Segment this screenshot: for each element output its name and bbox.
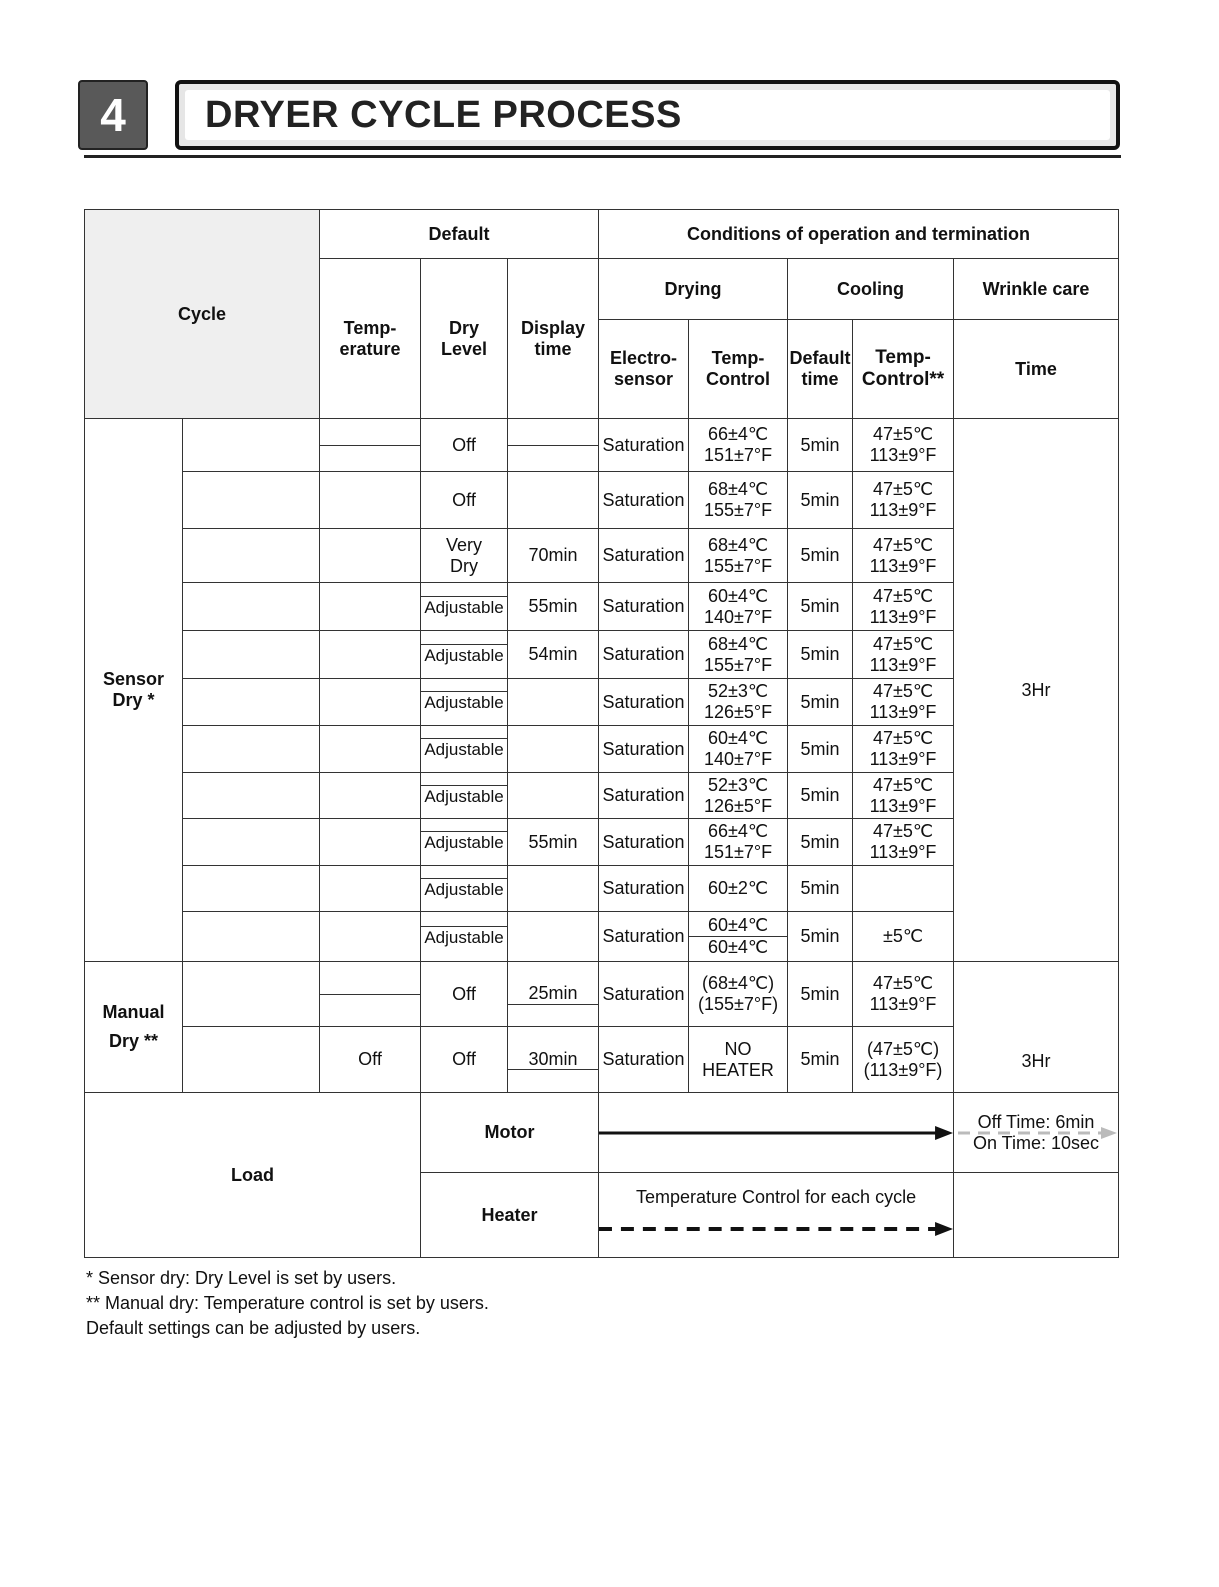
drying-temp-cell: 66±4℃ 151±7°F bbox=[689, 419, 788, 472]
cooling-temp-cell: 47±5℃ 113±9°F bbox=[853, 583, 954, 631]
display-time-cell: 30min bbox=[508, 1027, 599, 1093]
drying-temp-cell: 68±4℃ 155±7°F bbox=[689, 529, 788, 583]
electro-sensor-cell: Saturation bbox=[599, 472, 689, 529]
heater-note: Temperature Control for each cycle bbox=[635, 1187, 917, 1207]
drying-temp-cell: 60±4℃ 140±7°F bbox=[689, 726, 788, 773]
header-temperature: Temp- erature bbox=[320, 259, 421, 419]
section-number: 4 bbox=[78, 80, 148, 150]
dry-level-cell: Off bbox=[421, 1027, 508, 1093]
temperature-cell bbox=[320, 529, 421, 583]
cycle-name-cell bbox=[183, 1027, 320, 1093]
temperature-cell bbox=[320, 726, 421, 773]
cooling-temp-cell: 47±5℃ 113±9°F bbox=[853, 679, 954, 726]
electro-sensor-cell: Saturation bbox=[599, 583, 689, 631]
dry-level-cell: Adjustable bbox=[421, 866, 508, 912]
footnote-sensor: * Sensor dry: Dry Level is set by users. bbox=[86, 1268, 397, 1288]
footnotes bbox=[86, 1266, 489, 1341]
cooling-temp-cell: ±5℃ bbox=[853, 912, 954, 962]
cooling-temp-cell: 47±5℃ 113±9°F bbox=[853, 962, 954, 1027]
motor-wrinkle-cycle bbox=[954, 1093, 1119, 1173]
electro-sensor-cell: Saturation bbox=[599, 529, 689, 583]
drying-temp-cell: 60±2℃ bbox=[689, 866, 788, 912]
temperature-cell bbox=[320, 631, 421, 679]
display-time-cell bbox=[508, 419, 599, 472]
cycle-name-cell bbox=[183, 773, 320, 819]
temperature-cell bbox=[320, 773, 421, 819]
dry-level-cell: Off bbox=[421, 472, 508, 529]
temperature-cell bbox=[320, 472, 421, 529]
dry-level-cell: Adjustable bbox=[421, 912, 508, 962]
section-rule bbox=[84, 155, 1121, 158]
header-electro-sensor: Electro- sensor bbox=[599, 320, 689, 419]
header-cooling-temp-control: Temp- Control** bbox=[853, 320, 954, 419]
header-cycle: Cycle bbox=[85, 210, 320, 419]
dry-level-cell: Off bbox=[421, 962, 508, 1027]
electro-sensor-cell: Saturation bbox=[599, 819, 689, 866]
drying-temp-cell: 68±4℃ 155±7°F bbox=[689, 472, 788, 529]
cycle-name-cell bbox=[183, 962, 320, 1027]
cooling-temp-cell: 47±5℃ 113±9°F bbox=[853, 726, 954, 773]
header-wrinkle-care: Wrinkle care bbox=[954, 259, 1119, 320]
cooling-temp-cell: 47±5℃ 113±9°F bbox=[853, 529, 954, 583]
cooling-time-cell: 5min bbox=[788, 912, 853, 962]
electro-sensor-cell: Saturation bbox=[599, 679, 689, 726]
temperature-cell bbox=[320, 819, 421, 866]
group-manual-dry: Manual Dry ** bbox=[85, 962, 183, 1093]
temperature-cell: Off bbox=[320, 1027, 421, 1093]
off-time-label: Off Time: 6min bbox=[977, 1111, 1095, 1132]
display-time-cell bbox=[508, 912, 599, 962]
section-title-box bbox=[175, 80, 1120, 150]
on-time-label: On Time: 10sec bbox=[972, 1132, 1100, 1153]
header-temp-control: Temp- Control bbox=[689, 320, 788, 419]
cooling-time-cell: 5min bbox=[788, 529, 853, 583]
display-time-cell: 54min bbox=[508, 631, 599, 679]
cycle-name-cell bbox=[183, 912, 320, 962]
electro-sensor-cell: Saturation bbox=[599, 912, 689, 962]
header-conditions: Conditions of operation and termination bbox=[599, 210, 1119, 259]
header-dry-level: Dry Level bbox=[421, 259, 508, 419]
cycle-name-cell bbox=[183, 866, 320, 912]
heater-label: Heater bbox=[421, 1173, 599, 1258]
cooling-time-cell: 5min bbox=[788, 679, 853, 726]
dry-level-cell: Adjustable bbox=[421, 819, 508, 866]
drying-temp-cell: 68±4℃ 155±7°F bbox=[689, 631, 788, 679]
cooling-temp-cell bbox=[853, 866, 954, 912]
cycle-name-cell bbox=[183, 631, 320, 679]
display-time-cell: 70min bbox=[508, 529, 599, 583]
electro-sensor-cell: Saturation bbox=[599, 773, 689, 819]
wrinkle-time-cell: 3Hr bbox=[954, 419, 1119, 962]
cooling-time-cell: 5min bbox=[788, 631, 853, 679]
cooling-time-cell: 5min bbox=[788, 419, 853, 472]
wrinkle-time-cell: 3Hr bbox=[954, 962, 1119, 1093]
drying-temp-cell: 60±4℃ 60±4℃ bbox=[689, 912, 788, 962]
temperature-cell bbox=[320, 419, 421, 472]
cycle-name-cell bbox=[183, 726, 320, 773]
temperature-cell bbox=[320, 583, 421, 631]
section-title: DRYER CYCLE PROCESS bbox=[185, 90, 1110, 140]
cycle-name-cell bbox=[183, 583, 320, 631]
load-label: Load bbox=[85, 1093, 421, 1258]
dry-level-cell: Adjustable bbox=[421, 726, 508, 773]
cycle-name-cell bbox=[183, 529, 320, 583]
cooling-temp-cell: 47±5℃ 113±9°F bbox=[853, 819, 954, 866]
drying-temp-cell: 52±3℃ 126±5°F bbox=[689, 679, 788, 726]
header-default: Default bbox=[320, 210, 599, 259]
cooling-time-cell: 5min bbox=[788, 819, 853, 866]
drying-temp-cell: 60±4℃ 140±7°F bbox=[689, 583, 788, 631]
cycle-name-cell bbox=[183, 679, 320, 726]
display-time-cell bbox=[508, 472, 599, 529]
dry-level-cell: Adjustable bbox=[421, 631, 508, 679]
electro-sensor-cell: Saturation bbox=[599, 1027, 689, 1093]
dry-level-cell: Adjustable bbox=[421, 583, 508, 631]
cooling-time-cell: 5min bbox=[788, 962, 853, 1027]
cooling-time-cell: 5min bbox=[788, 1027, 853, 1093]
cycle-name-cell bbox=[183, 819, 320, 866]
electro-sensor-cell: Saturation bbox=[599, 866, 689, 912]
drying-temp-cell: (68±4℃) (155±7°F) bbox=[689, 962, 788, 1027]
electro-sensor-cell: Saturation bbox=[599, 726, 689, 773]
header-default-time: Default time bbox=[788, 320, 853, 419]
header-wrinkle-time: Time bbox=[954, 320, 1119, 419]
header-cooling: Cooling bbox=[788, 259, 954, 320]
display-time-cell bbox=[508, 773, 599, 819]
dry-level-cell: Very Dry bbox=[421, 529, 508, 583]
temperature-cell bbox=[320, 962, 421, 1027]
cooling-temp-cell: 47±5℃ 113±9°F bbox=[853, 773, 954, 819]
electro-sensor-cell: Saturation bbox=[599, 962, 689, 1027]
header-display-time: Display time bbox=[508, 259, 599, 419]
cooling-time-cell: 5min bbox=[788, 726, 853, 773]
dry-level-cell: Off bbox=[421, 419, 508, 472]
dashed-grey-arrow-icon bbox=[954, 1126, 1119, 1140]
dry-level-cell: Adjustable bbox=[421, 679, 508, 726]
footnote-manual: ** Manual dry: Temperature control is set by users. bbox=[86, 1293, 489, 1313]
display-time-cell: 25min bbox=[508, 962, 599, 1027]
dryer-cycle-table bbox=[84, 209, 1119, 1258]
cooling-temp-cell: 47±5℃ 113±9°F bbox=[853, 419, 954, 472]
drying-temp-cell: 66±4℃ 151±7°F bbox=[689, 819, 788, 866]
dry-level-cell: Adjustable bbox=[421, 773, 508, 819]
motor-arrow-icon bbox=[599, 1093, 953, 1172]
display-time-cell bbox=[508, 679, 599, 726]
heater-timeline bbox=[599, 1173, 954, 1258]
cooling-time-cell: 5min bbox=[788, 472, 853, 529]
cooling-time-cell: 5min bbox=[788, 583, 853, 631]
group-sensor-dry: Sensor Dry * bbox=[85, 419, 183, 962]
cooling-time-cell: 5min bbox=[788, 866, 853, 912]
display-time-cell bbox=[508, 866, 599, 912]
cooling-time-cell: 5min bbox=[788, 773, 853, 819]
cycle-name-cell bbox=[183, 419, 320, 472]
cycle-name-cell bbox=[183, 472, 320, 529]
electro-sensor-cell: Saturation bbox=[599, 419, 689, 472]
drying-temp-cell: NO HEATER bbox=[689, 1027, 788, 1093]
cooling-temp-cell: (47±5℃) (113±9°F) bbox=[853, 1027, 954, 1093]
electro-sensor-cell: Saturation bbox=[599, 631, 689, 679]
motor-label: Motor bbox=[421, 1093, 599, 1173]
footnote-default: Default settings can be adjusted by users. bbox=[86, 1318, 421, 1338]
display-time-cell bbox=[508, 726, 599, 773]
display-time-cell: 55min bbox=[508, 583, 599, 631]
temperature-cell bbox=[320, 679, 421, 726]
motor-timeline bbox=[599, 1093, 954, 1173]
display-time-cell: 55min bbox=[508, 819, 599, 866]
cooling-temp-cell: 47±5℃ 113±9°F bbox=[853, 631, 954, 679]
temperature-cell bbox=[320, 866, 421, 912]
cooling-temp-cell: 47±5℃ 113±9°F bbox=[853, 472, 954, 529]
heater-wrinkle-cell bbox=[954, 1173, 1119, 1258]
header-drying: Drying bbox=[599, 259, 788, 320]
heater-dashed-arrow-icon bbox=[599, 1219, 953, 1239]
drying-temp-cell: 52±3℃ 126±5°F bbox=[689, 773, 788, 819]
temperature-cell bbox=[320, 912, 421, 962]
